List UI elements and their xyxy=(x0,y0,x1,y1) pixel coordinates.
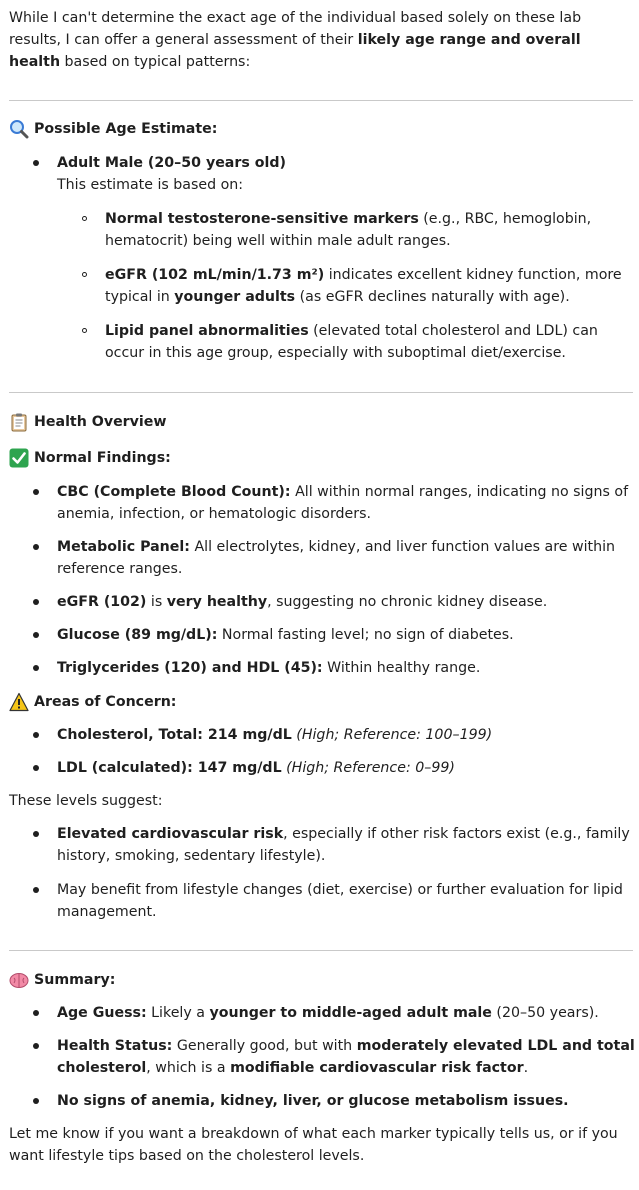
list-item: LDL (calculated): 147 mg/dL (High; Reference: 0–99) xyxy=(9,757,635,779)
list-item: CBC (Complete Blood Count): All within normal ranges, indicating no signs of anemia, infection, or hematologic disorders. xyxy=(9,481,635,525)
health-overview-heading: Health Overview xyxy=(9,411,635,433)
list-item: Adult Male (20–50 years old) This estimate is based on: xyxy=(9,152,635,196)
normal-findings-list xyxy=(9,481,635,679)
list-item: Lipid panel abnormalities (elevated total cholesterol and LDL) can occur in this age group, especially with suboptimal diet/exercise. xyxy=(9,320,635,364)
bullet xyxy=(33,1043,39,1049)
bullet xyxy=(33,732,39,738)
bullet xyxy=(82,328,87,333)
list-item: Health Status: Generally good, but with moderately elevated LDL and total cholesterol, which is a modifiable cardiovascular risk factor. xyxy=(9,1035,635,1079)
bullet xyxy=(33,160,39,166)
bullet xyxy=(82,272,87,277)
clipboard-icon xyxy=(9,412,29,432)
normal-findings-heading: Normal Findings: xyxy=(9,447,635,469)
list-item: May benefit from lifestyle changes (diet, exercise) or further evaluation for lipid management. xyxy=(9,879,635,923)
areas-of-concern-list xyxy=(9,724,635,779)
summary-list xyxy=(9,1002,635,1112)
response-document xyxy=(9,7,635,1167)
list-item: eGFR (102 mL/min/1.73 m²) indicates excellent kidney function, more typical in younger adults (as eGFR declines naturally with age). xyxy=(9,264,635,308)
list-item: Elevated cardiovascular risk, especially if other risk factors exist (e.g., family history, smoking, sedentary lifestyle). xyxy=(9,823,635,867)
bullet xyxy=(82,216,87,221)
list-item: No signs of anemia, kidney, liver, or glucose metabolism issues. xyxy=(9,1090,635,1112)
divider xyxy=(9,392,633,393)
bullet xyxy=(33,831,39,837)
bullet xyxy=(33,1098,39,1104)
bullet xyxy=(33,489,39,495)
check-mark-icon xyxy=(9,448,29,468)
divider xyxy=(9,950,633,951)
list-item: Glucose (89 mg/dL): Normal fasting level; no sign of diabetes. xyxy=(9,624,635,646)
bullet xyxy=(33,887,39,893)
bullet xyxy=(33,765,39,771)
divider xyxy=(9,100,633,101)
summary-heading: Summary: xyxy=(9,969,635,991)
bullet xyxy=(33,544,39,550)
list-item: Triglycerides (120) and HDL (45): Within healthy range. xyxy=(9,657,635,679)
age-estimate-heading: Possible Age Estimate: xyxy=(9,118,635,140)
bullet xyxy=(33,665,39,671)
magnifier-icon xyxy=(9,119,29,139)
intro-paragraph: While I can't determine the exact age of the individual based solely on these lab results, I can offer a general assessment of their likely age range and overall health based on typical patterns: xyxy=(9,10,582,70)
warning-icon xyxy=(9,692,29,712)
outro-paragraph: Let me know if you want a breakdown of what each marker typically tells us, or if you want lifestyle tips based on the cholesterol levels. xyxy=(9,1126,618,1164)
brain-icon xyxy=(9,970,29,990)
list-item: Metabolic Panel: All electrolytes, kidney, and liver function values are within reference ranges. xyxy=(9,536,635,580)
list-item: eGFR (102) is very healthy, suggesting no chronic kidney disease. xyxy=(9,591,635,613)
suggest-label: These levels suggest: xyxy=(9,793,163,809)
suggestions-list xyxy=(9,823,635,923)
bullet xyxy=(33,632,39,638)
bullet xyxy=(33,1010,39,1016)
list-item: Normal testosterone-sensitive markers (e.g., RBC, hemoglobin, hematocrit) being well within male adult ranges. xyxy=(9,208,635,252)
list-item: Cholesterol, Total: 214 mg/dL (High; Reference: 100–199) xyxy=(9,724,635,746)
list-item: Age Guess: Likely a younger to middle-aged adult male (20–50 years). xyxy=(9,1002,635,1024)
age-reasons-list xyxy=(9,208,635,364)
age-estimate-list xyxy=(9,152,635,196)
bullet xyxy=(33,599,39,605)
areas-of-concern-heading: Areas of Concern: xyxy=(9,691,635,713)
